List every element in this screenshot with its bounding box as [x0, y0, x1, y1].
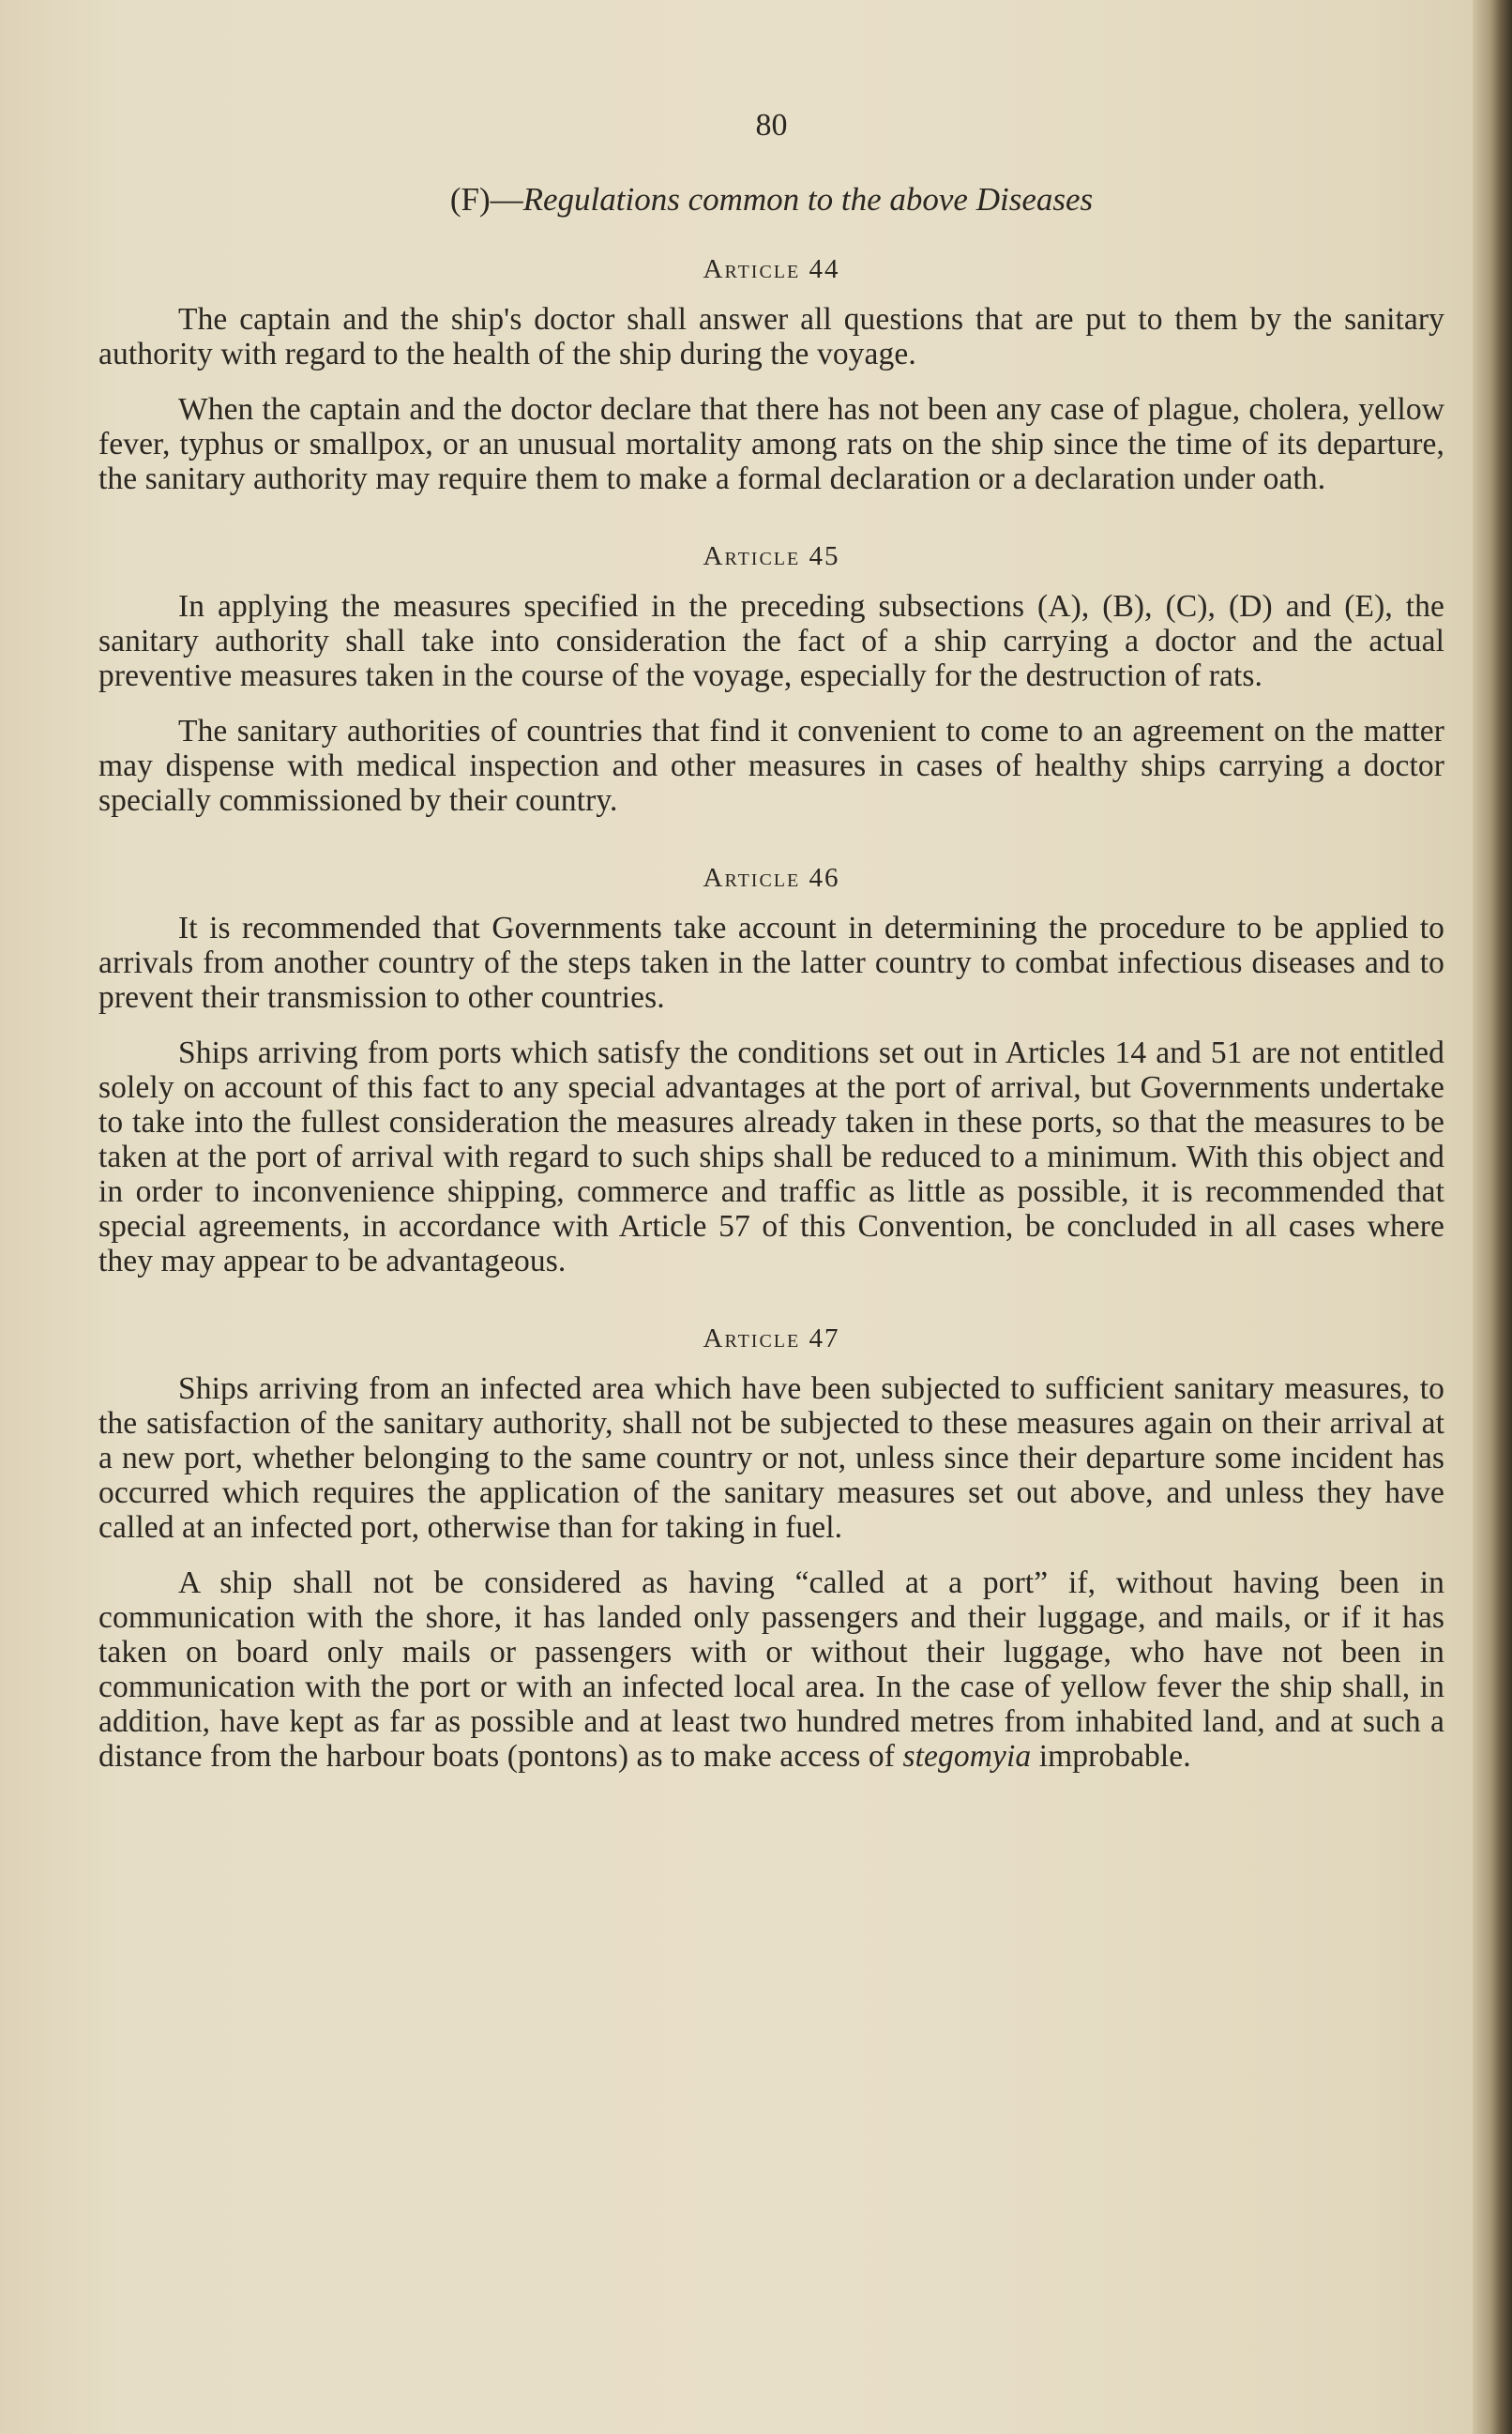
article-heading-46: Article 46: [703, 863, 840, 893]
article-44-paragraph-2: When the captain and the doctor declare that there has not been any case of plague, cholera, yellow fever, typhus or smallpox, or an unusual mortality among rats on the ship since the time of its departure, the sanitary authority may require them to make a formal declaration or a declaration under oath.: [98, 392, 1444, 496]
article-45-paragraph-2: The sanitary authorities of countries that find it convenient to come to an agreement on the matter may dispense with medical inspection and other measures in cases of healthy ships carrying a doctor specially commissioned by their country.: [98, 714, 1444, 818]
article-47-paragraph-2: [98, 1565, 1444, 1774]
article-heading-47: Article 47: [703, 1323, 840, 1353]
italic-term: stegomyia: [902, 1739, 1032, 1774]
article-46-paragraph-2: Ships arriving from ports which satisfy the conditions set out in Articles 14 and 51 are not entitled solely on account of this fact to any special advantages at the port of arrival, but Governments undertake to take into the fullest consideration the measures already taken in these ports, so that the measures to be taken at the port of arrival with regard to such ships shall be reduced to a minimum. With this object and in order to inconvenience shipping, commerce and traffic as little as possible, it is recommended that special agreements, in accordance with Article 57 of this Convention, be concluded in all cases where they may appear to be advantageous.: [98, 1036, 1444, 1278]
section-title-text: Regulations common to the above Diseases: [522, 181, 1094, 218]
section-prefix: (F)—: [449, 181, 523, 218]
article-heading-45: Article 45: [703, 541, 840, 571]
page-edge-shadow: [1473, 0, 1512, 2434]
page-number: 80: [755, 108, 788, 143]
article-47-paragraph-1: Ships arriving from an infected area which have been subjected to sufficient sanitary measures, to the satisfaction of the sanitary authority, shall not be subjected to these measures again on their arrival at a new port, whether belonging to the same country or not, unless since their departure some incident has occurred which requires the application of the sanitary measures set out above, and unless they have called at an infected port, otherwise than for taking in fuel.: [98, 1371, 1444, 1545]
section-title: [98, 181, 1444, 219]
article-45-paragraph-1: In applying the measures specified in the preceding subsections (A), (B), (C), (D) and (E), the sanitary authority shall take into consideration the fact of a ship carrying a doctor and the actual preventive measures taken in the course of the voyage, especially for the destruction of rats.: [98, 589, 1444, 693]
paragraph-text-end: improbable.: [1031, 1739, 1191, 1774]
article-heading-44: Article 44: [703, 254, 840, 284]
article-44-paragraph-1: The captain and the ship's doctor shall answer all questions that are put to them by the sanitary authority with regard to the health of the ship during the voyage.: [98, 302, 1444, 371]
paragraph-text: A ship shall not be considered as having “called at a port” if, without having been in communication with the shore, it has landed only passengers and their luggage, and mails, or if it has taken on board only mails or passengers with or without their luggage, who have not been in communication with the port or with an infected local area. In the case of yellow fever the ship shall, in addition, have kept as far as possible and at least two hundred metres from inhabited land, and at such a distance from the harbour boats (pontons) as to make access of: [98, 1565, 1444, 1774]
article-46-paragraph-1: It is recommended that Governments take account in determining the procedure to be applied to arrivals from another country of the steps taken in the latter country to combat infectious diseases and to prevent their transmission to other countries.: [98, 911, 1444, 1015]
page-content: [98, 108, 1444, 1794]
